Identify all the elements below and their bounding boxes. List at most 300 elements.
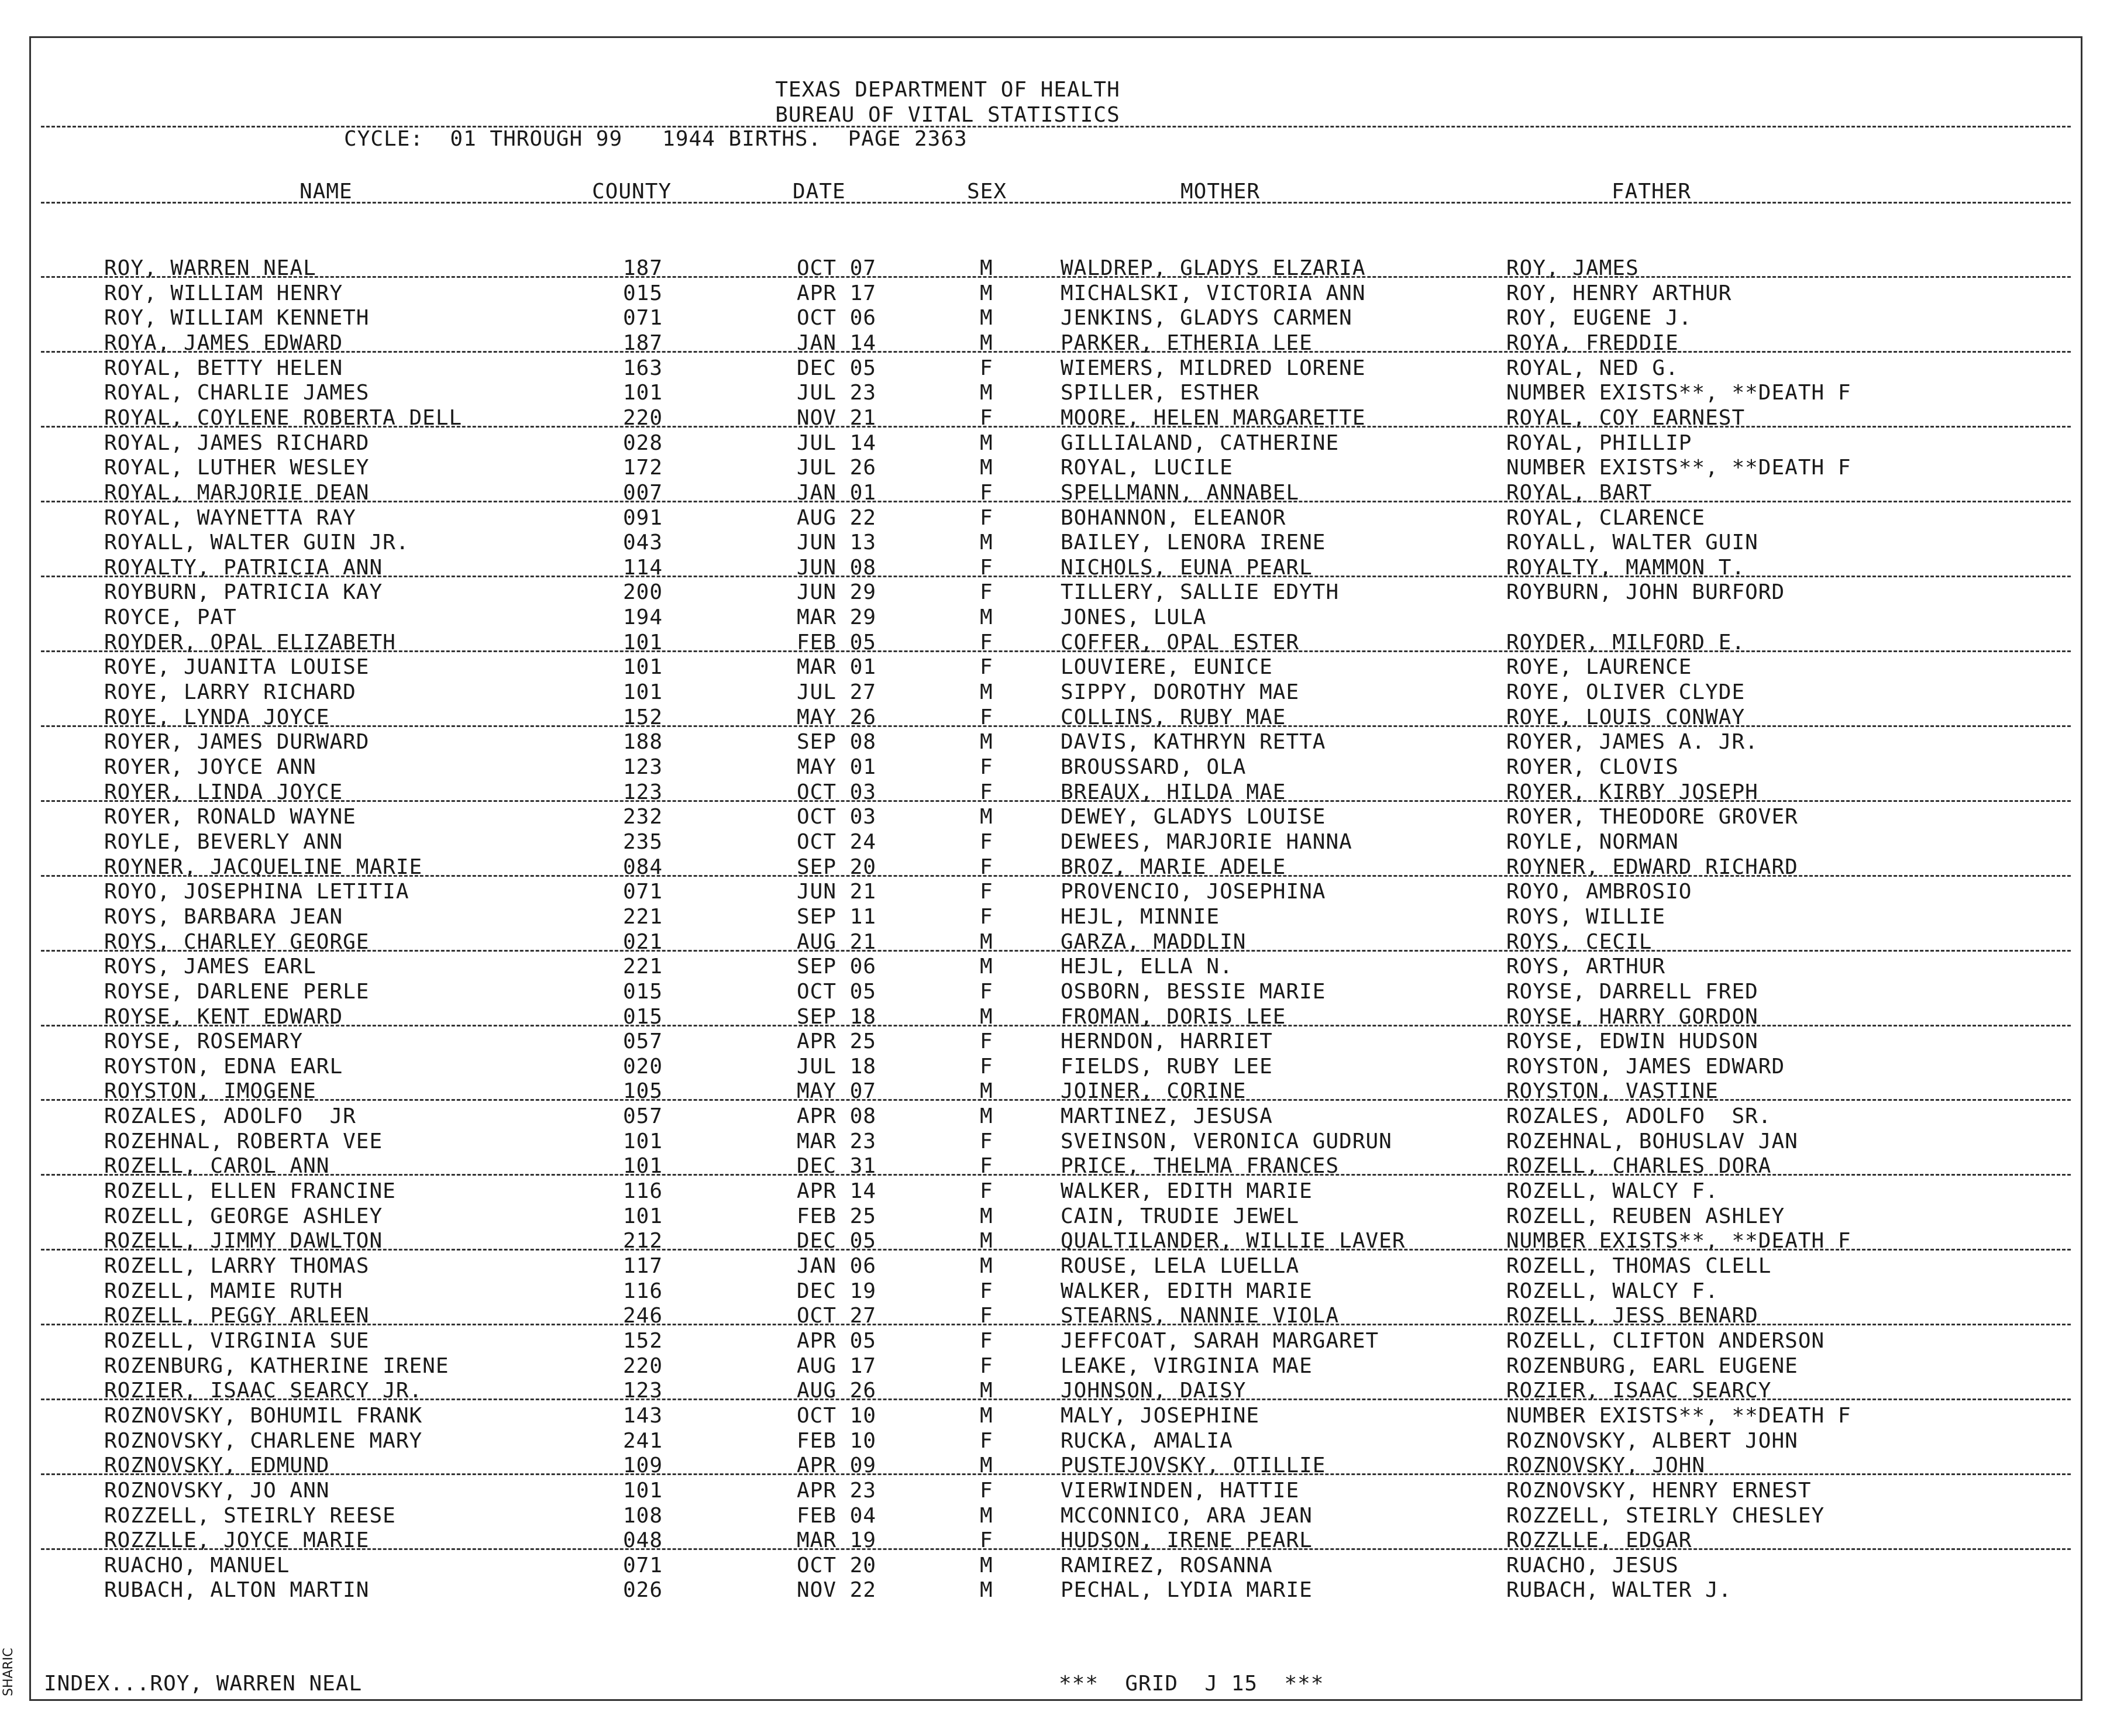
- table-row: [0, 1279, 2124, 1304]
- cell-mother: MALY, JOSEPHINE: [1061, 1403, 1260, 1428]
- cell-name: ROYSE, DARLENE PERLE: [104, 979, 370, 1004]
- cell-father: ROZZLLE, EDGAR: [1506, 1528, 1692, 1553]
- cell-county: 187: [623, 256, 663, 280]
- cell-sex: M: [980, 1004, 993, 1029]
- cell-sex: M: [980, 730, 993, 755]
- cell-sex: F: [980, 1353, 993, 1378]
- cell-date: JUL 18: [797, 1054, 877, 1079]
- cell-sex: M: [980, 1503, 993, 1528]
- cell-county: 101: [623, 655, 663, 680]
- table-row: [0, 1404, 2124, 1428]
- cell-father: ROYSTON, VASTINE: [1506, 1079, 1719, 1104]
- cell-date: NOV 22: [797, 1578, 877, 1603]
- cell-father: ROZELL, WALCY F.: [1506, 1279, 1719, 1303]
- cell-sex: M: [980, 805, 993, 829]
- cell-date: MAR 19: [797, 1528, 877, 1553]
- cell-date: APR 23: [797, 1478, 877, 1503]
- cell-father: NUMBER EXISTS**, **DEATH F: [1506, 1403, 1851, 1428]
- cell-date: MAY 01: [797, 755, 877, 779]
- cell-date: JUL 27: [797, 680, 877, 705]
- cell-father: ROYSTON, JAMES EDWARD: [1506, 1054, 1785, 1079]
- cell-father: ROYO, AMBROSIO: [1506, 880, 1692, 904]
- cell-sex: F: [980, 1054, 993, 1079]
- cell-mother: SIPPY, DOROTHY MAE: [1061, 680, 1300, 705]
- table-row: [0, 306, 2124, 330]
- cell-county: 105: [623, 1079, 663, 1104]
- cell-name: ROYBURN, PATRICIA KAY: [104, 580, 383, 605]
- agency-title: TEXAS DEPARTMENT OF HEALTH: [775, 78, 1120, 102]
- cell-sex: M: [980, 1453, 993, 1478]
- cell-name: ROY, WARREN NEAL: [104, 256, 316, 280]
- cell-sex: F: [980, 1528, 993, 1553]
- table-row: [0, 1329, 2124, 1353]
- cell-county: 221: [623, 904, 663, 929]
- cell-date: APR 25: [797, 1029, 877, 1054]
- cell-name: ROYAL, MARJORIE DEAN: [104, 480, 370, 505]
- cell-county: 043: [623, 531, 663, 555]
- cell-mother: WIEMERS, MILDRED LORENE: [1061, 356, 1366, 380]
- cell-sex: M: [980, 1104, 993, 1129]
- cell-date: APR 09: [797, 1453, 877, 1478]
- cell-county: 020: [623, 1054, 663, 1079]
- cell-father: ROZENBURG, EARL EUGENE: [1506, 1353, 1798, 1378]
- cell-father: NUMBER EXISTS**, **DEATH F: [1506, 456, 1851, 480]
- cell-date: JUL 14: [797, 430, 877, 455]
- table-row: [0, 805, 2124, 829]
- cell-county: 212: [623, 1229, 663, 1253]
- cell-county: 163: [623, 356, 663, 380]
- table-row: [0, 1479, 2124, 1503]
- cell-name: ROY, WILLIAM KENNETH: [104, 306, 370, 330]
- cell-sex: F: [980, 979, 993, 1004]
- cell-sex: F: [980, 1304, 993, 1328]
- cell-mother: ROYAL, LUCILE: [1061, 456, 1233, 480]
- cell-father: ROYAL, CLARENCE: [1506, 505, 1706, 530]
- table-row: [0, 880, 2124, 904]
- row-divider: [41, 800, 2071, 802]
- cell-mother: ROUSE, LELA LUELLA: [1061, 1254, 1300, 1278]
- cell-county: 084: [623, 855, 663, 879]
- cell-name: ROZELL, JIMMY DAWLTON: [104, 1229, 383, 1253]
- row-divider: [41, 1473, 2071, 1475]
- cell-date: AUG 22: [797, 505, 877, 530]
- cell-county: 071: [623, 1553, 663, 1577]
- cell-county: 101: [623, 381, 663, 405]
- cell-date: JUN 21: [797, 880, 877, 904]
- col-mother-header: MOTHER: [1180, 180, 1261, 204]
- cell-mother: PUSTEJOVSKY, OTILLIE: [1061, 1453, 1326, 1478]
- cell-sex: M: [980, 456, 993, 480]
- cell-date: MAR 01: [797, 655, 877, 680]
- cell-county: 007: [623, 480, 663, 505]
- cell-name: ROYLE, BEVERLY ANN: [104, 829, 343, 854]
- cell-name: ROYSE, KENT EDWARD: [104, 1004, 343, 1029]
- cell-mother: RUCKA, AMALIA: [1061, 1428, 1233, 1453]
- cell-county: 101: [623, 1154, 663, 1179]
- cell-mother: TILLERY, SALLIE EDYTH: [1061, 580, 1340, 605]
- cell-name: ROYER, JOYCE ANN: [104, 755, 316, 779]
- cell-sex: M: [980, 955, 993, 979]
- cell-name: ROY, WILLIAM HENRY: [104, 281, 343, 305]
- cell-mother: HERNDON, HARRIET: [1061, 1029, 1273, 1054]
- cell-date: FEB 10: [797, 1428, 877, 1453]
- cell-mother: WALDREP, GLADYS ELZARIA: [1061, 256, 1366, 280]
- cell-father: ROYS, ARTHUR: [1506, 955, 1666, 979]
- cell-father: ROYBURN, JOHN BURFORD: [1506, 580, 1785, 605]
- cell-mother: PROVENCIO, JOSEPHINA: [1061, 880, 1326, 904]
- row-divider: [41, 1099, 2071, 1101]
- index-label: INDEX...ROY, WARREN NEAL: [44, 1672, 363, 1696]
- cell-mother: LEAKE, VIRGINIA MAE: [1061, 1353, 1313, 1378]
- row-divider: [41, 650, 2071, 652]
- table-row: [0, 1179, 2124, 1204]
- cell-father: NUMBER EXISTS**, **DEATH F: [1506, 381, 1851, 405]
- cell-date: JUN 13: [797, 531, 877, 555]
- cell-mother: MCCONNICO, ARA JEAN: [1061, 1503, 1313, 1528]
- row-divider: [41, 1249, 2071, 1251]
- cell-mother: PECHAL, LYDIA MARIE: [1061, 1578, 1313, 1603]
- cell-mother: BREAUX, HILDA MAE: [1061, 780, 1286, 804]
- cell-name: ROYE, JUANITA LOUISE: [104, 655, 370, 680]
- cell-father: ROYAL, NED G.: [1506, 356, 1679, 380]
- cell-name: ROYDER, OPAL ELIZABETH: [104, 630, 396, 655]
- cell-name: ROZNOVSKY, EDMUND: [104, 1453, 330, 1478]
- cell-sex: M: [980, 1229, 993, 1253]
- cell-name: ROYER, LINDA JOYCE: [104, 780, 343, 804]
- cell-date: MAR 29: [797, 605, 877, 630]
- divider: [41, 202, 2071, 204]
- cell-county: 241: [623, 1428, 663, 1453]
- cell-name: ROZNOVSKY, BOHUMIL FRANK: [104, 1403, 423, 1428]
- cell-county: 101: [623, 1129, 663, 1153]
- cell-sex: F: [980, 855, 993, 879]
- col-father-header: FATHER: [1612, 180, 1692, 204]
- cell-sex: M: [980, 680, 993, 705]
- table-row: [0, 1029, 2124, 1054]
- row-divider: [41, 426, 2071, 428]
- cell-mother: BROZ, MARIE ADELE: [1061, 855, 1286, 879]
- cell-county: 091: [623, 505, 663, 530]
- cell-name: ROYALL, WALTER GUIN JR.: [104, 531, 409, 555]
- cell-sex: F: [980, 705, 993, 729]
- cell-county: 116: [623, 1179, 663, 1204]
- cell-date: JAN 01: [797, 480, 877, 505]
- cell-name: ROYAL, BETTY HELEN: [104, 356, 343, 380]
- side-label: SHARIC: [1, 1648, 16, 1696]
- cell-father: ROYDER, MILFORD E.: [1506, 630, 1746, 655]
- bureau-title: BUREAU OF VITAL STATISTICS: [775, 103, 1120, 127]
- table-row: [0, 506, 2124, 531]
- cell-father: ROZNOVSKY, ALBERT JOHN: [1506, 1428, 1798, 1453]
- cell-sex: M: [980, 1578, 993, 1603]
- cell-mother: PARKER, ETHERIA LEE: [1061, 330, 1313, 355]
- cell-date: SEP 06: [797, 955, 877, 979]
- cell-sex: F: [980, 630, 993, 655]
- cell-name: ROYAL, WAYNETTA RAY: [104, 505, 356, 530]
- table-row: [0, 531, 2124, 555]
- cell-name: ROYCE, PAT: [104, 605, 237, 630]
- cell-name: RUACHO, MANUEL: [104, 1553, 290, 1577]
- table-row: [0, 381, 2124, 405]
- cell-father: ROZEHNAL, BOHUSLAV JAN: [1506, 1129, 1798, 1153]
- cell-county: 108: [623, 1503, 663, 1528]
- cell-sex: M: [980, 430, 993, 455]
- cell-father: ROZELL, WALCY F.: [1506, 1179, 1719, 1204]
- table-row: [0, 580, 2124, 605]
- cell-sex: F: [980, 480, 993, 505]
- table-row: [0, 1129, 2124, 1154]
- cell-sex: F: [980, 555, 993, 580]
- cell-date: FEB 05: [797, 630, 877, 655]
- cell-date: AUG 26: [797, 1379, 877, 1403]
- cell-mother: BROUSSARD, OLA: [1061, 755, 1247, 779]
- cell-date: OCT 27: [797, 1304, 877, 1328]
- cell-mother: JOHNSON, DAISY: [1061, 1379, 1247, 1403]
- cell-date: JUN 29: [797, 580, 877, 605]
- cell-name: ROZALES, ADOLFO JR: [104, 1104, 356, 1129]
- cell-date: DEC 31: [797, 1154, 877, 1179]
- cell-mother: JENKINS, GLADYS CARMEN: [1061, 306, 1352, 330]
- table-row: [0, 1429, 2124, 1453]
- table-row: [0, 1055, 2124, 1079]
- cell-date: OCT 06: [797, 306, 877, 330]
- cell-name: ROZELL, LARRY THOMAS: [104, 1254, 370, 1278]
- cell-mother: COLLINS, RUBY MAE: [1061, 705, 1286, 729]
- cell-father: ROZALES, ADOLFO SR.: [1506, 1104, 1772, 1129]
- cell-father: ROYA, FREDDIE: [1506, 330, 1679, 355]
- cell-name: RUBACH, ALTON MARTIN: [104, 1578, 370, 1603]
- row-divider: [41, 276, 2071, 278]
- table-row: [0, 655, 2124, 680]
- cell-mother: BAILEY, LENORA IRENE: [1061, 531, 1326, 555]
- cell-mother: RAMIREZ, ROSANNA: [1061, 1553, 1273, 1577]
- cell-county: 026: [623, 1578, 663, 1603]
- cell-father: ROYER, JAMES A. JR.: [1506, 730, 1758, 755]
- cell-date: SEP 11: [797, 904, 877, 929]
- cell-name: ROYS, CHARLEY GEORGE: [104, 929, 370, 954]
- cell-father: ROYE, LOUIS CONWAY: [1506, 705, 1746, 729]
- cell-mother: GILLIALAND, CATHERINE: [1061, 430, 1340, 455]
- cell-father: ROY, JAMES: [1506, 256, 1639, 280]
- cell-name: ROYAL, LUTHER WESLEY: [104, 456, 370, 480]
- cell-name: ROYE, LARRY RICHARD: [104, 680, 356, 705]
- cell-mother: CAIN, TRUDIE JEWEL: [1061, 1204, 1300, 1228]
- cell-name: ROYA, JAMES EDWARD: [104, 330, 343, 355]
- cell-father: ROYSE, HARRY GORDON: [1506, 1004, 1758, 1029]
- row-divider: [41, 875, 2071, 877]
- cell-name: ROZELL, GEORGE ASHLEY: [104, 1204, 383, 1228]
- cell-name: ROYAL, JAMES RICHARD: [104, 430, 370, 455]
- column-header-row: [0, 180, 2124, 204]
- cell-county: 015: [623, 1004, 663, 1029]
- cell-name: ROYALTY, PATRICIA ANN: [104, 555, 383, 580]
- cell-name: ROZELL, CAROL ANN: [104, 1154, 330, 1179]
- cell-county: 071: [623, 880, 663, 904]
- row-divider: [41, 1025, 2071, 1027]
- cell-sex: M: [980, 929, 993, 954]
- row-divider: [41, 1324, 2071, 1325]
- cell-mother: DEWEES, MARJORIE HANNA: [1061, 829, 1352, 854]
- cell-father: ROYSE, DARRELL FRED: [1506, 979, 1758, 1004]
- cell-date: FEB 04: [797, 1503, 877, 1528]
- cell-father: NUMBER EXISTS**, **DEATH F: [1506, 1229, 1851, 1253]
- cell-father: ROYE, LAURENCE: [1506, 655, 1692, 680]
- cell-date: OCT 03: [797, 805, 877, 829]
- cell-sex: F: [980, 829, 993, 854]
- cell-father: RUBACH, WALTER J.: [1506, 1578, 1732, 1603]
- cell-sex: F: [980, 904, 993, 929]
- row-divider: [41, 950, 2071, 952]
- cell-sex: M: [980, 531, 993, 555]
- cell-sex: F: [980, 505, 993, 530]
- cell-county: 220: [623, 1353, 663, 1378]
- cell-father: ROYSE, EDWIN HUDSON: [1506, 1029, 1758, 1054]
- cell-father: ROYALL, WALTER GUIN: [1506, 531, 1758, 555]
- cell-mother: FROMAN, DORIS LEE: [1061, 1004, 1286, 1029]
- cell-name: ROYE, LYNDA JOYCE: [104, 705, 330, 729]
- cell-name: ROYAL, COYLENE ROBERTA DELL: [104, 405, 463, 430]
- cell-sex: M: [980, 1379, 993, 1403]
- cell-county: 194: [623, 605, 663, 630]
- cell-date: JAN 06: [797, 1254, 877, 1278]
- cell-father: ROZZELL, STEIRLY CHESLEY: [1506, 1503, 1825, 1528]
- cell-sex: F: [980, 1428, 993, 1453]
- cell-father: ROZELL, CHARLES DORA: [1506, 1154, 1772, 1179]
- cell-county: 246: [623, 1304, 663, 1328]
- cell-mother: SPELLMANN, ANNABEL: [1061, 480, 1300, 505]
- cell-date: AUG 21: [797, 929, 877, 954]
- cell-mother: COFFER, OPAL ESTER: [1061, 630, 1300, 655]
- cell-county: 101: [623, 630, 663, 655]
- cell-mother: OSBORN, BESSIE MARIE: [1061, 979, 1326, 1004]
- cell-sex: F: [980, 405, 993, 430]
- cell-county: 123: [623, 780, 663, 804]
- table-row: [0, 980, 2124, 1004]
- table-row: [0, 730, 2124, 755]
- cell-name: ROZIER, ISAAC SEARCY JR.: [104, 1379, 423, 1403]
- cell-county: 015: [623, 281, 663, 305]
- cell-sex: F: [980, 1179, 993, 1204]
- table-row: [0, 830, 2124, 855]
- cell-mother: GARZA, MADDLIN: [1061, 929, 1247, 954]
- cell-sex: F: [980, 780, 993, 804]
- cell-sex: F: [980, 1478, 993, 1503]
- footer-row: [0, 1672, 2124, 1696]
- cell-county: 187: [623, 330, 663, 355]
- cell-date: SEP 18: [797, 1004, 877, 1029]
- cell-county: 235: [623, 829, 663, 854]
- cell-sex: F: [980, 655, 993, 680]
- cell-sex: F: [980, 880, 993, 904]
- row-divider: [41, 501, 2071, 502]
- table-row: [0, 1254, 2124, 1279]
- table-row: [0, 431, 2124, 456]
- table-row: [0, 1578, 2124, 1603]
- cell-date: DEC 19: [797, 1279, 877, 1303]
- cell-date: JUN 08: [797, 555, 877, 580]
- cell-name: ROYSTON, IMOGENE: [104, 1079, 316, 1104]
- cell-mother: JONES, LULA: [1061, 605, 1207, 630]
- cell-father: ROYNER, EDWARD RICHARD: [1506, 855, 1798, 879]
- cell-father: ROY, EUGENE J.: [1506, 306, 1692, 330]
- row-divider: [41, 1174, 2071, 1176]
- grid-label: *** GRID J 15 ***: [1059, 1672, 1324, 1696]
- cell-date: OCT 07: [797, 256, 877, 280]
- cell-mother: DAVIS, KATHRYN RETTA: [1061, 730, 1326, 755]
- cell-county: 117: [623, 1254, 663, 1278]
- cell-name: ROZNOVSKY, CHARLENE MARY: [104, 1428, 423, 1453]
- cell-father: ROYAL, BART: [1506, 480, 1653, 505]
- table-row: [0, 680, 2124, 705]
- cell-county: 116: [623, 1279, 663, 1303]
- table-row: [0, 1554, 2124, 1578]
- cell-date: OCT 20: [797, 1553, 877, 1577]
- col-sex-header: SEX: [967, 180, 1007, 204]
- cell-mother: HUDSON, IRENE PEARL: [1061, 1528, 1313, 1553]
- cell-name: ROZELL, ELLEN FRANCINE: [104, 1179, 396, 1204]
- cell-date: NOV 21: [797, 405, 877, 430]
- cell-name: ROZEHNAL, ROBERTA VEE: [104, 1129, 383, 1153]
- cell-mother: LOUVIERE, EUNICE: [1061, 655, 1273, 680]
- cell-sex: F: [980, 755, 993, 779]
- cell-date: FEB 25: [797, 1204, 877, 1228]
- cell-sex: F: [980, 1279, 993, 1303]
- row-divider: [41, 725, 2071, 727]
- cell-mother: STEARNS, NANNIE VIOLA: [1061, 1304, 1340, 1328]
- cell-mother: MICHALSKI, VICTORIA ANN: [1061, 281, 1366, 305]
- cell-mother: WALKER, EDITH MARIE: [1061, 1279, 1313, 1303]
- cell-date: MAR 23: [797, 1129, 877, 1153]
- cell-name: ROYER, JAMES DURWARD: [104, 730, 370, 755]
- cell-mother: BOHANNON, ELEANOR: [1061, 505, 1286, 530]
- cell-county: 057: [623, 1104, 663, 1129]
- cell-mother: HEJL, ELLA N.: [1061, 955, 1233, 979]
- cell-county: 143: [623, 1403, 663, 1428]
- cell-date: MAY 26: [797, 705, 877, 729]
- cell-county: 114: [623, 555, 663, 580]
- cell-county: 221: [623, 955, 663, 979]
- cell-county: 021: [623, 929, 663, 954]
- cell-name: ROZELL, PEGGY ARLEEN: [104, 1304, 370, 1328]
- cell-father: ROYALTY, MAMMON T.: [1506, 555, 1746, 580]
- cell-county: 123: [623, 1379, 663, 1403]
- cell-sex: M: [980, 1204, 993, 1228]
- col-county-header: COUNTY: [592, 180, 672, 204]
- table-row: [0, 1354, 2124, 1379]
- cell-father: ROYS, WILLIE: [1506, 904, 1666, 929]
- table-row: [0, 356, 2124, 381]
- table-row: [0, 1204, 2124, 1229]
- cell-name: ROZELL, VIRGINIA SUE: [104, 1328, 370, 1353]
- cell-sex: M: [980, 306, 993, 330]
- cell-name: ROYS, BARBARA JEAN: [104, 904, 343, 929]
- cell-name: ROYER, RONALD WAYNE: [104, 805, 356, 829]
- cell-date: AUG 17: [797, 1353, 877, 1378]
- cell-sex: M: [980, 1254, 993, 1278]
- cell-date: DEC 05: [797, 1229, 877, 1253]
- cell-sex: F: [980, 1154, 993, 1179]
- col-name-header: NAME: [300, 180, 353, 204]
- row-divider: [41, 576, 2071, 577]
- cell-date: APR 05: [797, 1328, 877, 1353]
- cell-date: OCT 10: [797, 1403, 877, 1428]
- table-row: [0, 955, 2124, 979]
- cell-county: 048: [623, 1528, 663, 1553]
- cell-county: 152: [623, 705, 663, 729]
- row-divider: [41, 1548, 2071, 1550]
- cell-county: 123: [623, 755, 663, 779]
- cell-county: 101: [623, 680, 663, 705]
